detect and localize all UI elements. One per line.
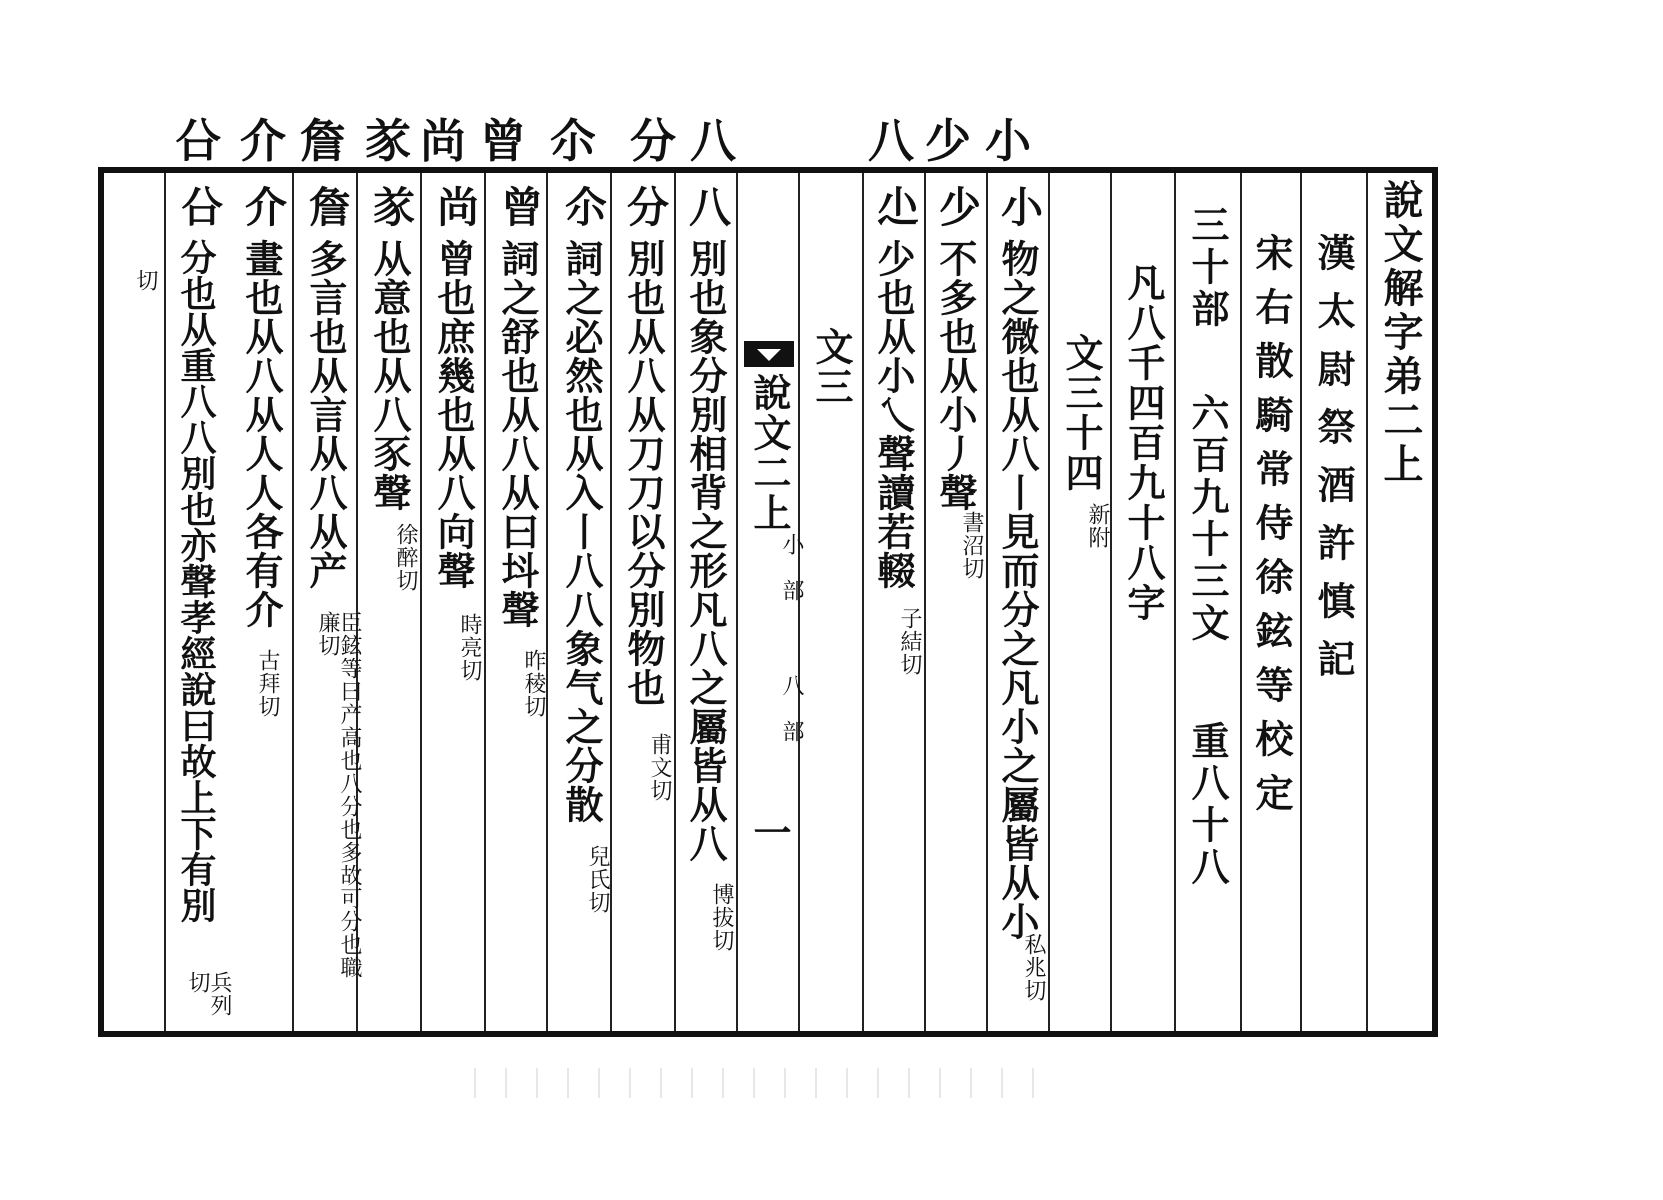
summary-characters: 六百九十三文 bbox=[1185, 393, 1230, 645]
entry-note: 臣鉉等曰产高也八分也多故可分也職廉切 bbox=[315, 611, 362, 979]
entry-note: 昨稜切 bbox=[521, 649, 546, 718]
entry-note: 時亮切 bbox=[457, 613, 482, 682]
summary-appended-note: 新附 bbox=[1085, 503, 1110, 549]
entry-text: 多言也从言从八从产 bbox=[303, 239, 348, 590]
column-rule bbox=[1110, 173, 1112, 1031]
entry-text: 別也象分別相背之形凡八之屬皆从八 bbox=[683, 239, 728, 863]
seal-glyph: 詹 bbox=[303, 185, 352, 227]
seal-glyph: 八 bbox=[683, 185, 732, 227]
entry-note: 博拔切 bbox=[709, 883, 734, 952]
header-glyph: 小 bbox=[985, 114, 1031, 168]
header-glyph: 㕣 bbox=[175, 114, 221, 168]
header-glyph: 尒 bbox=[550, 114, 596, 168]
section-count: 文三 bbox=[809, 327, 854, 407]
column-rule bbox=[484, 173, 486, 1031]
seal-glyph: 尚 bbox=[431, 185, 480, 227]
seal-glyph: 㒸 bbox=[367, 185, 416, 227]
column-rule bbox=[1240, 173, 1242, 1031]
entry-text: 畫也从八从人人各有介 bbox=[239, 239, 284, 629]
summary-appended: 文三十四 bbox=[1059, 333, 1104, 493]
summary-total: 凡八千四百九十八字 bbox=[1121, 263, 1166, 623]
editor-column: 宋右散騎常侍徐鉉等校定 bbox=[1249, 233, 1294, 827]
entry-note: 子結切 bbox=[897, 607, 922, 676]
page-number-mark: 一 bbox=[747, 813, 792, 859]
entry-text: 別也从八从刀刀以分別物也 bbox=[621, 239, 666, 707]
header-glyph: 尚 bbox=[420, 114, 466, 168]
seal-glyph: 尐 bbox=[871, 185, 920, 227]
column-rule bbox=[420, 173, 422, 1031]
summary-duplicates: 重八十八 bbox=[1185, 721, 1230, 889]
entry-note: 兒氏切 bbox=[585, 845, 610, 914]
header-glyph: 介 bbox=[240, 114, 286, 168]
summary-parts: 三十部 bbox=[1185, 205, 1230, 331]
scan-speckle bbox=[460, 1068, 1050, 1098]
entry-text: 詞之舒也从八从曰㘰聲 bbox=[495, 239, 540, 629]
header-glyph: 少 bbox=[925, 114, 971, 168]
entry-text: 曾也庶幾也从八向聲 bbox=[431, 239, 476, 590]
column-rule bbox=[1300, 173, 1302, 1031]
entry-text: 从意也从八豕聲 bbox=[367, 239, 412, 512]
entry-note: 兵列切 bbox=[185, 971, 232, 1017]
entry-text: 少也从小乀聲讀若輟 bbox=[871, 239, 916, 590]
seal-glyph: 曾 bbox=[495, 185, 544, 227]
entry-text: 不多也从小丿聲 bbox=[933, 239, 978, 512]
entry-text: 物之微也从八丨見而分之凡小之屬皆从小 bbox=[995, 239, 1040, 941]
header-glyph: 㒸 bbox=[365, 114, 411, 168]
column-rule bbox=[862, 173, 864, 1031]
column-rule bbox=[1174, 173, 1176, 1031]
seal-glyph: 介 bbox=[239, 185, 288, 227]
header-glyph: 分 bbox=[630, 114, 676, 168]
seal-glyph: 尒 bbox=[559, 185, 608, 227]
seal-glyph: 㕣 bbox=[175, 185, 224, 227]
entry-note: 私兆切 bbox=[1021, 933, 1046, 1002]
seal-glyph: 分 bbox=[621, 185, 670, 227]
column-rule bbox=[1048, 173, 1050, 1031]
column-rule bbox=[986, 173, 988, 1031]
entry-note: 書沼切 bbox=[959, 511, 984, 580]
entry-text: 詞之必然也从入丨八八象气之分散 bbox=[559, 239, 604, 824]
header-glyph: 曾 bbox=[480, 114, 526, 168]
column-rule bbox=[546, 173, 548, 1031]
column-rule bbox=[164, 173, 166, 1031]
continuation-note: 切 bbox=[133, 269, 158, 292]
header-glyph: 八 bbox=[690, 114, 736, 168]
column-rule bbox=[736, 173, 738, 1031]
page-label: 說文二上 bbox=[747, 373, 792, 533]
entry-note: 古拜切 bbox=[255, 649, 280, 718]
header-glyph: 八 bbox=[868, 114, 914, 168]
entry-text: 分也从重八八別也亦聲孝經說曰故上下有別 bbox=[175, 239, 217, 923]
column-rule bbox=[674, 173, 676, 1031]
entry-note: 甫文切 bbox=[647, 733, 672, 802]
fishtail-mark bbox=[744, 341, 794, 367]
header-glyph: 詹 bbox=[300, 114, 346, 168]
author-column: 漢太尉祭酒許慎記 bbox=[1311, 233, 1356, 697]
page-frame bbox=[98, 167, 1438, 1037]
seal-glyph: 少 bbox=[933, 185, 982, 227]
title-column: 說文解字弟二上 bbox=[1377, 179, 1424, 487]
column-rule bbox=[610, 173, 612, 1031]
seal-glyph: 小 bbox=[995, 185, 1044, 227]
column-rule bbox=[1366, 173, 1368, 1031]
column-rule bbox=[924, 173, 926, 1031]
entry-note: 徐醉切 bbox=[393, 523, 418, 592]
column-rule bbox=[292, 173, 294, 1031]
page-sub-label: 小部 八部 bbox=[779, 533, 804, 766]
